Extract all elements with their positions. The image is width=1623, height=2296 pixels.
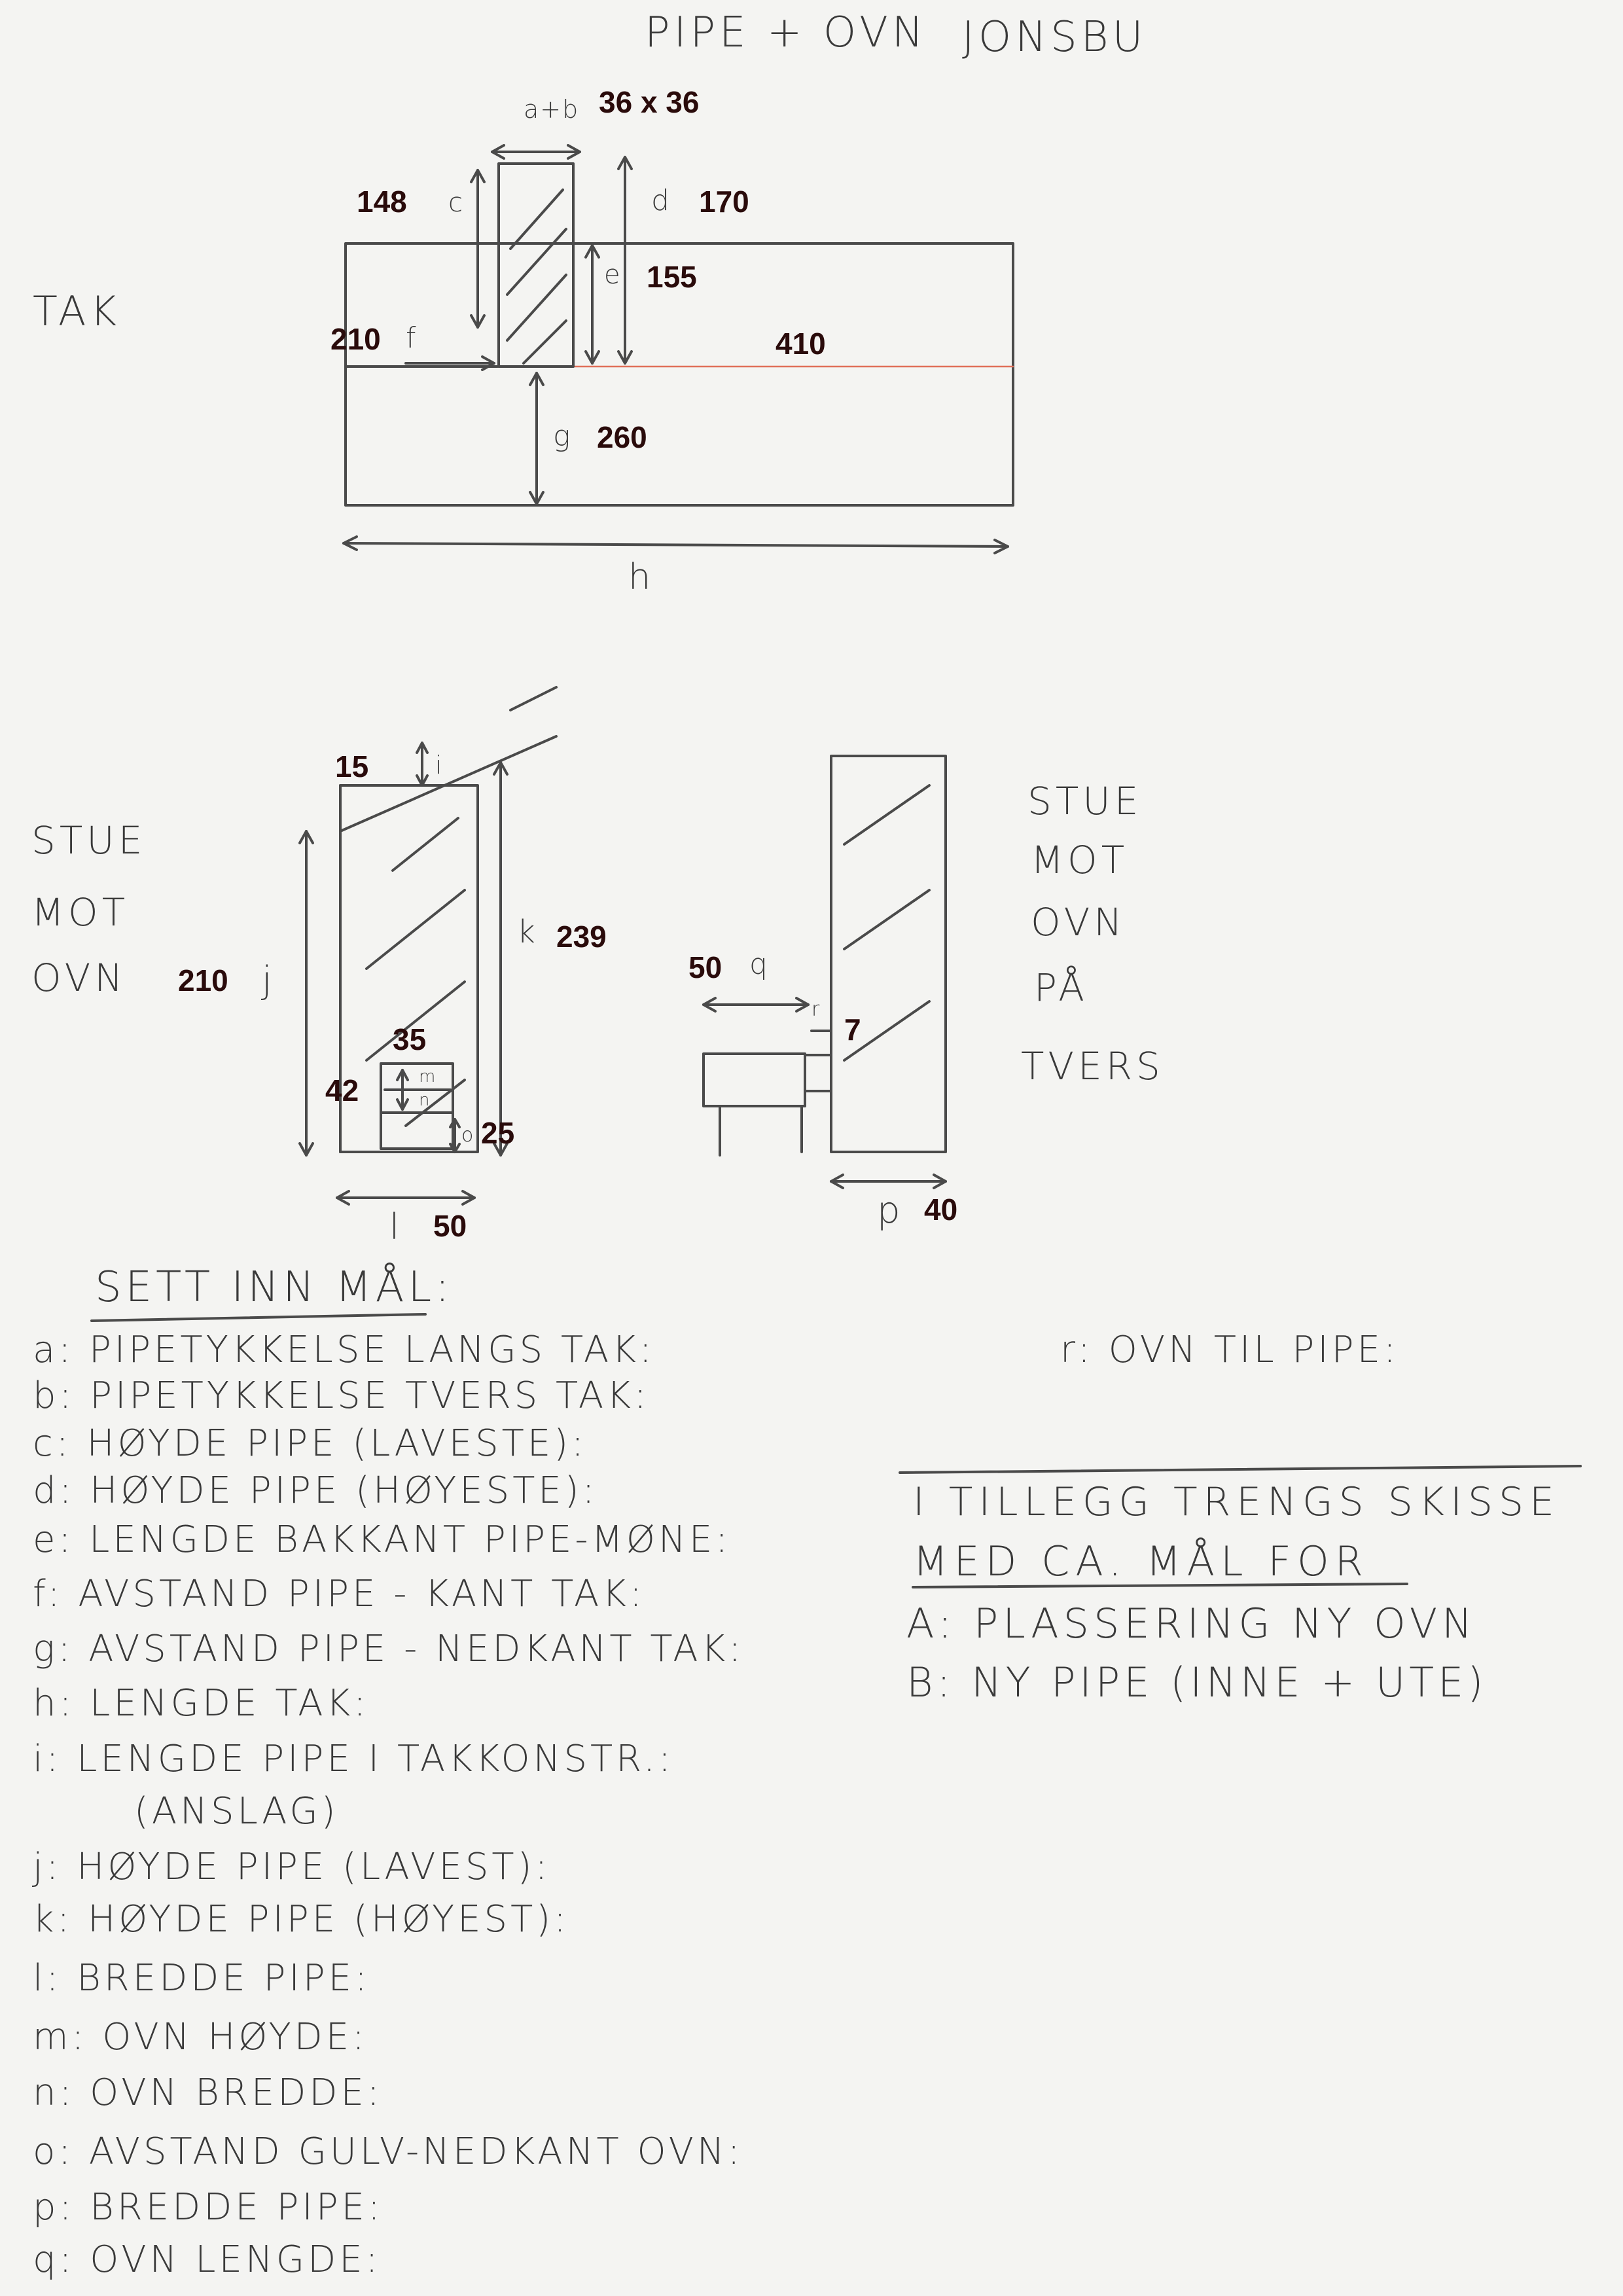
roof-letter-h: h xyxy=(628,556,655,598)
measure-item-o: o: AVSTAND GULV-NEDKANT OVN: xyxy=(33,2130,743,2173)
roof-value-dist: 410 xyxy=(776,327,826,361)
chimney-value-m: 35 xyxy=(393,1022,427,1056)
roof-value-g: 260 xyxy=(597,420,647,454)
chimney-value-j: 210 xyxy=(178,963,228,997)
note-line-4: B: NY PIPE (INNE + UTE) xyxy=(906,1659,1488,1706)
dim-h-arrow xyxy=(344,543,1008,547)
measure-item-a: a: PIPETYKKELSE LANGS TAK: xyxy=(33,1329,655,1371)
measure-item-n: n: OVN BREDDE: xyxy=(33,2072,383,2114)
measure-item-l: l: BREDDE PIPE: xyxy=(33,1957,370,2000)
roof-letter-g: g xyxy=(553,420,575,453)
chimney-letter-n: n xyxy=(419,1090,434,1110)
roof-value-c: 148 xyxy=(357,185,407,219)
stove-side-label-2: MOT xyxy=(1031,838,1129,882)
roof-letter-c: c xyxy=(448,188,467,218)
roof-side-label: TAK xyxy=(33,287,121,335)
roof-letter-e: e xyxy=(604,260,624,290)
chimney-side xyxy=(340,785,478,1152)
chimney-value-l: 50 xyxy=(433,1209,467,1243)
measure-item-c: c: HØYDE PIPE (LAVESTE): xyxy=(33,1422,587,1465)
measure-item-i-note: (ANSLAG) xyxy=(134,1790,339,1833)
stove-side-label-4: PÅ xyxy=(1034,965,1088,1010)
chimney-letter-j: j xyxy=(262,959,276,1001)
chimney-value-k: 239 xyxy=(556,920,607,954)
roof-letter-f: f xyxy=(406,321,420,355)
measure-item-q: q: OVN LENGDE: xyxy=(33,2238,382,2281)
measure-item-m: m: OVN HØYDE: xyxy=(33,2016,368,2058)
measure-item-f: f: AVSTAND PIPE - KANT TAK: xyxy=(33,1573,645,1615)
roof-value-e: 155 xyxy=(647,260,697,294)
roof-value-f: 210 xyxy=(330,322,381,356)
chimney-side-label-1: STUE xyxy=(31,818,147,863)
chimney-value-o: 25 xyxy=(481,1116,515,1150)
measure-item-j: j: HØYDE PIPE (LAVEST): xyxy=(33,1846,551,1888)
roof-value-d: 170 xyxy=(699,185,749,219)
stove-letter-p: p xyxy=(877,1189,904,1232)
stove-box xyxy=(704,1054,805,1106)
chimney-letter-m: m xyxy=(419,1067,440,1086)
measure-item-r: r: OVN TIL PIPE: xyxy=(1060,1329,1399,1371)
chimney-letter-l: l xyxy=(389,1206,404,1247)
stove-letter-q: q xyxy=(749,948,772,981)
measure-list-heading: SETT INN MÅL: xyxy=(95,1263,454,1312)
note-line-2: MED CA. MÅL FOR xyxy=(913,1537,1369,1585)
measure-item-d: d: HØYDE PIPE (HØYESTE): xyxy=(33,1469,598,1512)
chimney-value-i: 15 xyxy=(335,749,369,783)
roof-value-ab: 36 x 36 xyxy=(599,85,700,119)
note-line-3: A: PLASSERING NY OVN xyxy=(906,1600,1477,1647)
roof-letter-ab: a+b xyxy=(524,95,580,124)
stove-value-p: 40 xyxy=(924,1193,958,1227)
page-subtitle: JONSBU xyxy=(962,13,1147,62)
heading-underline xyxy=(92,1314,425,1321)
stove-side-label-1: STUE xyxy=(1027,779,1143,823)
note-line-1: I TILLEGG TRENGS SKISSE xyxy=(913,1479,1560,1525)
note-separator xyxy=(900,1466,1580,1473)
measure-item-i: i: LENGDE PIPE I TAKKONSTR.: xyxy=(33,1738,674,1780)
stove-side-label-3: OVN xyxy=(1031,900,1126,944)
measure-item-b: b: PIPETYKKELSE TVERS TAK: xyxy=(33,1374,650,1417)
chimney-letter-i: i xyxy=(435,751,446,780)
measure-item-h: h: LENGDE TAK: xyxy=(33,1682,370,1725)
chimney-value-n: 42 xyxy=(325,1073,359,1107)
stove-value-q: 50 xyxy=(688,950,722,984)
roof-letter-d: d xyxy=(651,184,673,217)
chimney-side-label-2: MOT xyxy=(31,890,130,935)
measure-item-g: g: AVSTAND PIPE - NEDKANT TAK: xyxy=(33,1628,745,1670)
stove-opening xyxy=(381,1064,453,1149)
stove-letter-r: r xyxy=(812,998,824,1021)
chimney-side-label-3: OVN xyxy=(31,956,127,1000)
measure-item-e: e: LENGDE BAKKANT PIPE-MØNE: xyxy=(33,1518,732,1561)
measure-item-p: p: BREDDE PIPE: xyxy=(33,2186,383,2229)
page-title: PIPE + OVN xyxy=(645,9,927,57)
stove-flue xyxy=(805,1055,831,1091)
chimney-across xyxy=(831,756,946,1152)
stove-side-label-5: TVERS xyxy=(1021,1044,1164,1088)
roof-slope-line xyxy=(340,736,556,831)
chimney-letter-o: o xyxy=(461,1124,478,1147)
measure-item-k: k: HØYDE PIPE (HØYEST): xyxy=(33,1898,570,1941)
stove-value-r: 7 xyxy=(844,1013,861,1047)
chimney-letter-k: k xyxy=(517,914,539,950)
